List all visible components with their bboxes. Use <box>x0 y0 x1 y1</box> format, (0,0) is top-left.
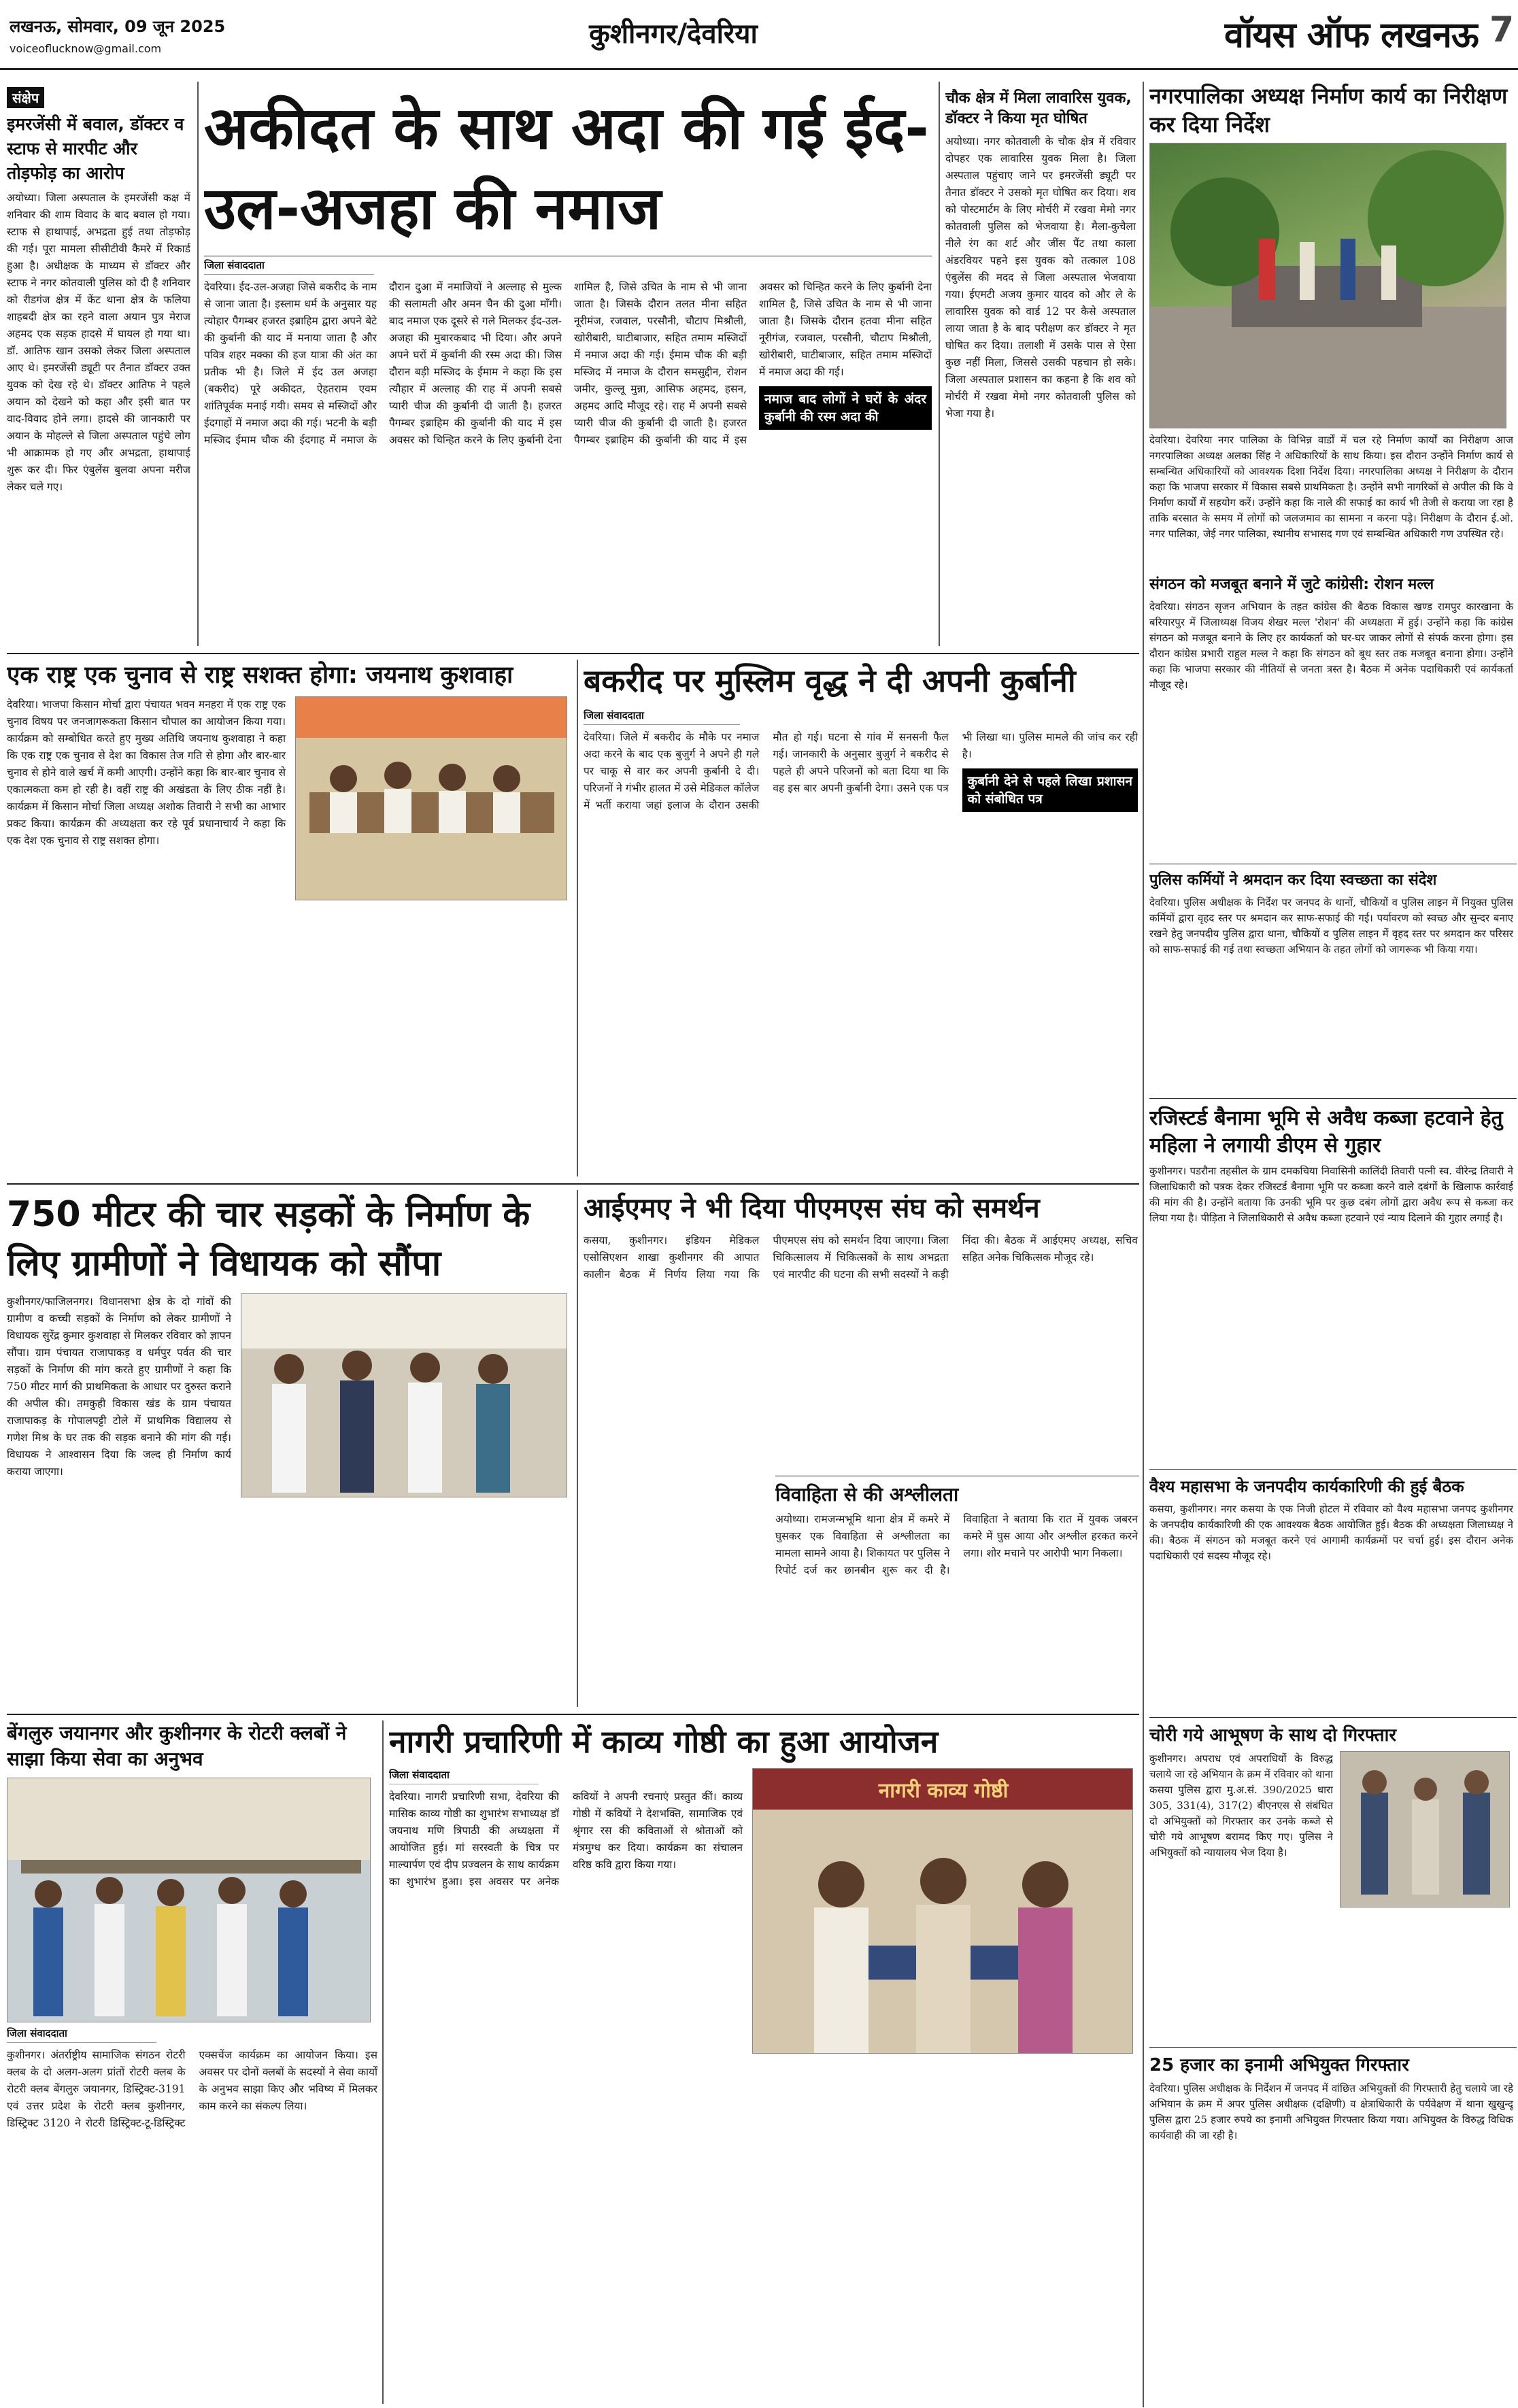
reward-article <box>1149 2054 1513 2404</box>
eid-body: देवरिया। ईद-उल-अजहा जिसे बकरीद के नाम से जाना जाता है। इस्लाम धर्म के अनुसार यह त्योहार पैगम्बर हजरत इब्राहिम द्वारा अपने बेटे की कुर्बानी की याद में मनाया जाता है और पवित्र शहर मक्का की हज यात्रा की अंत का प्रतीक भी है। जिले में ईद उल अजहा (बकरीद) पूरे अकीदत, ऐहतराम एवम शांतिपूर्वक मनाई गयी। समय से मस्जिदों और ईदगाहों में नमाज अदा की गई। भटनी के बड़ी मस्जिद ईमाम चौक की ईदगाह में नमाज के दौरान दुआ में नमाजियों ने अल्लाह से मुल्क की सलामती और अमन चैन की दुआ माँगी। बाद नमाज एक दूसरे से गले मिलकर ईद-उल-अजहा की मुबारकबाद भी दिया। और अपने अपने घरों में कुर्बानी की रस्म अदा की। जिस दौरान बड़ी मस्जिद के ईमाम ने कहा कि इस त्यौहार में अल्लाह की राह में अपनी सबसे प्यारी चीज की कुर्बानी दी जाती है। हजरत पैगम्बर इब्राहिम की कुर्बानी की याद में इस अवसर को चिन्हित करने के लिए कुर्बानी देना शामिल है, जिसे उचित के नाम से भी जाना जाता है। जिसके दौरान तलत मीना सहित नूरीमंज, रजवाल, परसौनी, चौटाप मिश्रौली, खोरीबारी, घाटीबाजार, सहित तमाम मस्जिदों में नमाज अदा की गई। ईमाम चौक की बड़ी मस्जिद में नमाज के दौरान समसुद्दीन, रोशन जमीर, कुल्लू मुन्ना, आसिफ अहमद, हसन, अहमद आदि मौजूद रहे। राह में अपनी सबसे प्यारी चीज की कुर्बानी दी जाती है। हजरत पैगम्बर इब्राहिम की कुर्बानी की याद में इस अवसर को चिन्हित करने के लिए कुर्बानी देना शामिल है, जिसे उचित के नाम से भी जाना जाता है। जिसके दौरान हतवा मीना सहित नूरीगंज, रजवाल, परसौनी, चौटाप मिश्रौली, खोरीबारी, घाटीबाजार, सहित तमाम मस्जिदों में नमाज अदा की गई। <box>204 281 932 446</box>
bakrid-byline: जिला संवाददाता <box>584 709 740 725</box>
nagari-image <box>753 1769 1133 2054</box>
paper-name: वॉयस ऑफ लखनऊ <box>1224 15 1479 56</box>
vaishya-body: कसया, कुशीनगर। नगर कसया के एक निजी होटल में रविवार को वैश्य महासभा जनपद कुशीनगर के जनपदीय कार्यकारिणी की एक आवश्यक बैठक आयोजित हुई। बैठक की अध्यक्षता जिलाध्यक्ष ने की। बैठक में संगठन को मजबूत करने एवं आगामी कार्यक्रमों पर चर्चा हुई। इस दौरान अनेक पदाधिकारी एवं सदस्य मौजूद रहे। <box>1149 1503 1513 1562</box>
nagari-headline: नागरी प्रचारिणी में काव्य गोष्ठी का हुआ आयोजन <box>389 1723 939 1760</box>
rashtra-headline: एक राष्ट्र एक चुनाव से राष्ट्र सशक्त होगा: जयनाथ कुशवाहा <box>7 662 513 689</box>
roads-photo <box>241 1293 567 1497</box>
congress-headline: संगठन को मजबूत बनाने में जुटे कांग्रेसी: रोशन मल्ल <box>1149 576 1434 593</box>
rotary-image <box>7 1778 371 2022</box>
rashtra-article <box>7 660 571 1176</box>
registry-body: कुशीनगर। पडरौना तहसील के ग्राम दमकचिया निवासिनी कालिंदी तिवारी पत्नी स्व. वीरेन्द्र तिवारी ने जिलाधिकारी को पत्रक देकर रजिस्टर्ड बैनामा भूमि पर कब्जा करने वाले दबंगों के खिलाफ कार्रवाई की मांग की है। उन्होंने बताया कि उनकी भूमि पर कुछ दबंग लोगों द्वारा अवैध रूप से कब्जा कर लिया गया है। पीड़िता ने जिलाधिकारी से अवैध कब्जा हटवाने एवं न्याय दिलाने की गुहार लगाई है। <box>1149 1165 1513 1224</box>
brief-title: इमरजेंसी में बवाल, डॉक्टर व स्टाफ से मारपीट और तोड़फोड़ का आरोप <box>7 114 184 183</box>
nagarpalika-article <box>1149 82 1513 571</box>
roads-body: कुशीनगर/फाजिलनगर। विधानसभा क्षेत्र के दो गांवों की ग्रामीण व कच्ची सड़कों के निर्माण को लेकर ग्रामीणों ने विधायक सुरेंद्र कुमार कुशवाहा से मिलकर रविवार को ज्ञापन सौंपा। ग्राम पंचायत राजापाकड़ व धर्मपुर पर्वत की चार सड़कों के निर्माण की मांग करते हुए ग्रामीणों ने कहा कि 750 मीटर मार्ग की प्राथमिकता के आधार पर दुरुस्त कराने की अपील की। तमकुही विकास खंड के ग्राम पंचायत राजापाकड़ के गोपालपट्टी टोले में प्राथमिक विद्यालय से गणेश मिश्र के घर तक की सड़क बनाने की मांग की गई। विधायक ने आश्वासन दिया कि जल्द ही निर्माण कार्य कराया जाएगा। <box>7 1295 231 1478</box>
jewelry-headline: चोरी गये आभूषण के साथ दो गिरफ्तार <box>1149 1725 1396 1746</box>
lost-youth-headline: चौक क्षेत्र में मिला लावारिस युवक, डॉक्टर ने किया मृत घोषित <box>945 90 1132 127</box>
bakrid-body: देवरिया। जिले में बकरीद के मौके पर नमाज अदा करने के बाद एक बुजुर्ग ने अपने ही गले पर चाकू से वार कर अपनी कुर्बानी दे दी। परिजनों ने गंभीर हालत में उसे मेडिकल कॉलेज में भर्ती कराया जहां इलाज के दौरान उसकी मौत हो गई। घटना से गांव में सनसनी फैल गई। जानकारी के अनुसार बुजुर्ग ने बकरीद से पहले ही अपने परिजनों को बता दिया था कि वह इस बार अपनी कुर्बानी देगा। उसने एक पत्र भी लिखा था। पुलिस मामले की जांच कर रही है। <box>584 731 1138 811</box>
masthead-date: लखनऊ, सोमवार, 09 जून 2025 <box>10 17 226 36</box>
section-title: कुशीनगर/देवरिया <box>589 18 758 50</box>
lost-youth-article <box>945 88 1136 646</box>
ima-article <box>584 1190 1138 1469</box>
police-body: देवरिया। पुलिस अधीक्षक के निर्देश पर जनपद के थानों, चौकियों व पुलिस लाइन में नियुक्त पुलिस कर्मियों द्वारा वृहद स्तर पर श्रमदान कर साफ-सफाई की गई। पर्यावरण को स्वच्छ और सुन्दर बनाए रखने हेतु जनपदीय पुलिस द्वारा थाना, चौकियों व पुलिस लाइन में वृहद स्तर पर श्रमदान कर परिसर को साफ-सफाई की गई तथा स्वच्छता अभियान के तहत लोगों को जागरूक भी किया गया। <box>1149 896 1513 955</box>
jewelry-body: कुशीनगर। अपराध एवं अपराधियों के विरुद्ध चलाये जा रहे अभियान के क्रम में रविवार को थाना कसया पुलिस द्वारा मु.अ.सं. 390/2025 धारा 305, 331(4), 317(2) बीएनएस से संबंधित दो अभियुक्तों को गिरफ्तार कर उनके कब्जे से चोरी गये आभूषण बरामद किए गए। पुलिस ने अभियुक्तों को न्यायालय भेज दिया है। <box>1149 1752 1333 1859</box>
nagarpalika-body: देवरिया। देवरिया नगर पालिका के विभिन्न वार्डों में चल रहे निर्माण कार्यों का निरीक्षण आज नगरपालिका अध्यक्ष अलका सिंह ने अधिकारियों के साथ किया। इस दौरान उन्होंने निर्माण कार्य से सम्बन्धित अधिकारियों को आवश्यक दिशा निर्देश दिया। नगरपालिका अध्यक्ष ने निरीक्षण के दौरान कहा कि भाजपा सरकार में विकास सबसे प्राथमिकता है। उन्होंने सभी नागरिकों से अपील की कि वे निर्माण कार्यों में सहयोग करें। उन्होंने कहा कि नाले की सफाई का कार्य भी तेजी से कराया जा रहा है ताकि बरसात के समय में लोगों को जलजमाव का सामना न करना पड़े। निरीक्षण के दौरान ई.ओ. नगर पालिका, जेई नगर पालिका, स्थानीय सभासद गण एवं सम्बन्धित अधिकारी गण उपस्थित रहे। <box>1149 434 1513 540</box>
eid-byline: जिला संवाददाता <box>204 258 374 275</box>
nagari-banner: नागरी काव्य गोष्ठी <box>878 1779 1009 1803</box>
masthead-email: voiceoflucknow@gmail.com <box>10 42 162 55</box>
roads-image <box>241 1294 567 1497</box>
rotary-article <box>7 1720 377 2404</box>
eid-article <box>204 258 932 639</box>
rashtra-image <box>296 697 567 900</box>
rotary-body: कुशीनगर। अंतर्राष्ट्रीय सामाजिक संगठन रोटरी क्लब के दो अलग-अलग प्रांतों रोटरी क्लब के रोटरी क्लब बेंगलुरु जयानगर, डिस्ट्रिक्ट-3191 एवं उत्तर प्रदेश के रोटरी क्लब कुशीनगर, डिस्ट्रिक्ट 3120 ने रोटरी डिस्ट्रिक्ट-टू-डिस्ट्रिक्ट एक्सचेंज कार्यक्रम का आयोजन किया। इस अवसर पर दोनों क्लबों के सदस्यों ने सेवा कार्यों के अनुभव साझा किए और भविष्य में मिलकर काम करने का संकल्प लिया। <box>7 2049 377 2129</box>
nagarpalika-photo <box>1149 143 1506 428</box>
nagarpalika-headline: नगरपालिका अध्यक्ष निर्माण कार्य का निरीक्षण कर दिया निर्देश <box>1149 83 1508 137</box>
police-article <box>1149 870 1513 1095</box>
reward-body: देवरिया। पुलिस अधीक्षक के निर्देशन में जनपद में वांछित अभियुक्तों की गिरफ्तारी हेतु चलाये जा रहे अभियान के क्रम में अपर पुलिस अधीक्षक (दक्षिणी) व क्षेत्राधिकारी के पर्यवेक्षण में थाना खुखुन्दू पुलिस द्वारा 25 हजार रुपये का इनामी अभियुक्त गिरफ्तार किया गया। अभियुक्त के विरुद्ध विधिक कार्यवाही की जा रही है। <box>1149 2082 1513 2141</box>
bakrid-article <box>584 660 1138 1176</box>
page-number: 7 <box>1489 10 1515 50</box>
ima-headline: आईएमए ने भी दिया पीएमएस संघ को समर्थन <box>584 1193 1040 1224</box>
registry-article <box>1149 1105 1513 1465</box>
congress-article <box>1149 575 1513 860</box>
nagari-body: देवरिया। नागरी प्रचारिणी सभा, देवरिया की मासिक काव्य गोष्ठी का शुभारंभ सभाध्यक्ष डॉ जयनाथ मणि त्रिपाठी की अध्यक्षता में आयोजित हुई। मां सरस्वती के चित्र पर माल्यार्पण एवं दीप प्रज्वलन के साथ कार्यक्रम का शुभारंभ हुआ। इस अवसर पर अनेक कवियों ने अपनी रचनाएं प्रस्तुत कीं। काव्य गोष्ठी में कवियों ने देशभक्ति, सामाजिक एवं श्रृंगार रस की कविताओं से श्रोताओं को मंत्रमुग्ध कर दिया। कार्यक्रम का संचालन वरिष्ठ कवि द्वारा किया गया। <box>389 1791 743 1888</box>
jewelry-article <box>1149 1724 1513 2044</box>
ima-body: कसया, कुशीनगर। इंडियन मेडिकल एसोसिएशन शाखा कुशीनगर की आपात कालीन बैठक में निर्णय लिया गया कि पीएमएस संघ को समर्थन दिया जाएगा। जिला चिकित्सालय में चिकित्सकों के साथ अभद्रता एवं मारपीट की घटना की सभी सदस्यों ने कड़ी निंदा की। बैठक में आईएमए अध्यक्ष, सचिव सहित अनेक चिकित्सक मौजूद रहे। <box>584 1234 1138 1281</box>
jewelry-image <box>1340 1752 1510 1907</box>
rotary-headline: बेंगलुरु जयानगर और कुशीनगर के रोटरी क्लबों ने साझा किया सेवा का अनुभव <box>7 1722 347 1770</box>
bakrid-highlight: कुर्बानी देने से पहले लिखा प्रशासन को संबोधित पत्र <box>962 768 1138 812</box>
roads-article <box>7 1190 571 1707</box>
rashtra-photo <box>295 696 567 900</box>
reward-headline: 25 हजार का इनामी अभियुक्त गिरफ्तार <box>1149 2055 1409 2075</box>
vivahita-article <box>775 1482 1138 1707</box>
brief-box <box>7 87 190 611</box>
rotary-photo <box>7 1778 371 2022</box>
brief-body: अयोध्या। जिला अस्पताल के इमरजेंसी कक्ष में शनिवार की शाम विवाद के बाद बवाल हो गया। स्टाफ से हाथापाई, अभद्रता हुई तथा तोड़फोड़ की गई। पूरा मामला सीसीटीवी कैमरे में रिकार्ड हुआ है। अधीक्षक के माध्यम से डॉक्टर और स्टाफ ने नगर कोतवाली पुलिस को दी है शनिवार को रीडगंज क्षेत्र में केंट थाना क्षेत्र के फलिया शाहबदी क्षेत्र का रहने वाला अयान पुत्र मेराज अहमद एक सड़क हादसे में घायल हो गया था। डॉ. आतिफ खान उसको लेकर जिला अस्पताल आए थे। इमरजेंसी ड्यूटी पर तैनात डॉक्टर उक्त युवक को देख रहे थे। डॉक्टर आतिफ ने पहले अयान को देखने को कहा और इसी बात पर वाद-विवाद होने लगा। हादसे की जानकारी पर अयान के मोहल्ले से जिला अस्पताल पहुंचे लोग भी आक्रामक हो गए और अभद्रता, हाथापाई शुरू कर दी। फिर एंबुलेंस बुलवा अपना मरीज लेकर चले गए। <box>7 192 190 493</box>
masthead <box>0 0 1518 68</box>
nagari-article <box>389 1720 1137 2404</box>
vaishya-headline: वैश्य महासभा के जनपदीय कार्यकारिणी की हुई बैठक <box>1149 1477 1464 1496</box>
nagarpalika-image <box>1150 143 1506 428</box>
registry-headline: रजिस्टर्ड बैनामा भूमि से अवैध कब्जा हटवाने हेतु महिला ने लगायी डीएम से गुहार <box>1149 1106 1503 1157</box>
jewelry-photo <box>1340 1751 1510 1907</box>
roads-headline: 750 मीटर की चार सड़कों के निर्माण के लिए ग्रामीणों ने विधायक को सौंपा <box>7 1194 530 1284</box>
bakrid-headline: बकरीद पर मुस्लिम वृद्ध ने दी अपनी कुर्बानी <box>584 662 1076 699</box>
police-headline: पुलिस कर्मियों ने श्रमदान कर दिया स्वच्छता का संदेश <box>1149 872 1437 889</box>
nagari-byline: जिला संवाददाता <box>389 1768 539 1784</box>
eid-headline: अकीदत के साथ अदा की गई ईद-उल-अजहा की नमाज <box>204 95 929 243</box>
rashtra-body: देवरिया। भाजपा किसान मोर्चा द्वारा पंचायत भवन मनहरा में एक राष्ट्र एक चुनाव विषय पर जनजागरूकता किसान चौपाल का आयोजन किया गया। कार्यक्रम को सम्बोधित करते हुए मुख्य अतिथि जयनाथ कुशवाहा ने कहा कि एक राष्ट्र एक चुनाव से देश का विकास तेज गति से होगा और बार-बार चुनाव से होने वाले खर्च में कमी आएगी। उन्होंने कहा कि बार-बार चुनाव से एकात्मकता कम हो रही है। वहीं राष्ट्र की अखंडता के लिए ठीक नहीं है। कार्यक्रम में किसान मोर्चा जिला अध्यक्ष अशोक तिवारी ने सभी का आभार प्रकट किया। कार्यक्रम की अध्यक्षता कर रहे पूर्व प्रधानाचार्य ने कहा कि एक देश एक चुनाव से राष्ट्र सशक्त होगा। <box>7 698 286 847</box>
vaishya-article <box>1149 1476 1513 1714</box>
vivahita-body: अयोध्या। रामजन्मभूमि थाना क्षेत्र में कमरे में घुसकर एक विवाहिता से अश्लीलता का मामला सामने आया है। शिकायत पर पुलिस ने रिपोर्ट दर्ज कर छानबीन शुरू कर दी है। विवाहिता ने बताया कि रात में युवक जबरन कमरे में घुस आया और अश्लील हरकत करने लगा। शोर मचाने पर आरोपी भाग निकला। <box>775 1513 1138 1576</box>
brief-label: संक्षेप <box>7 87 44 108</box>
lost-youth-body: अयोध्या। नगर कोतवाली के चौक क्षेत्र में रविवार दोपहर एक लावारिस युवक मिला है। जिला अस्पताल पहुंचाए जाने पर इमरजेंसी ड्यूटी पर तैनात डॉक्टर ने उसको मृत घोषित कर दिया। शव को पोस्टमार्टम के लिए मोर्चरी में रखवा मेमो नगर कोतवाली पुलिस को भेजवाया है। मैला-कुचैला नीले रंग का शर्ट और जींस पैंट तथा काला अंडरवियर पहने इस युवक को तत्काल 108 एंबुलेंस की मदद से जिला अस्पताल भेजवाया गया। ईएमटी अजय कुमार यादव को और ले के लावारिस युवक को वार्ड 12 पर कैसे अस्पताल लाया जाता है के बाद परीक्षण कर डॉक्टर ने मृत घोषित कर दिया। तलाशी में उसके पास से ऐसा कुछ नहीं मिला, जिससे उसकी पहचान हो सके। जिला अस्पताल प्रशासन का कहना है कि शव को मोर्चरी में रखवा मेमो नगर कोतवाली पुलिस को भेजा गया है। <box>945 135 1136 420</box>
congress-body: देवरिया। संगठन सृजन अभियान के तहत कांग्रेस की बैठक विकास खण्ड रामपुर कारखाना के बरियारपुर में जिलाध्यक्ष विजय शेखर मल्ल 'रोशन' की अध्यक्षता में हुई। उन्होंने कहा कि कांग्रेस संगठन को मजबूत बनाने के लिए हर कार्यकर्ता को घर-घर जाकर लोगों से संपर्क करना होगा। इस दौरान कांग्रेस प्रभारी राहुल मल्ल ने कहा कि संगठन को बूथ स्तर तक मजबूत बनाना होगा। उन्होंने कहा कि भाजपा सरकार की नीतियों से जनता त्रस्त है। बैठक में अनेक पदाधिकारी एवं कार्यकर्ता मौजूद रहे। <box>1149 600 1513 691</box>
eid-highlight: नमाज बाद लोगों ने घरों के अंदर कुर्बानी की रस्म अदा की <box>759 386 932 430</box>
rotary-byline: जिला संवाददाता <box>7 2027 156 2043</box>
vivahita-headline: विवाहिता से की अश्लीलता <box>775 1483 959 1506</box>
nagari-photo <box>752 1768 1133 2054</box>
